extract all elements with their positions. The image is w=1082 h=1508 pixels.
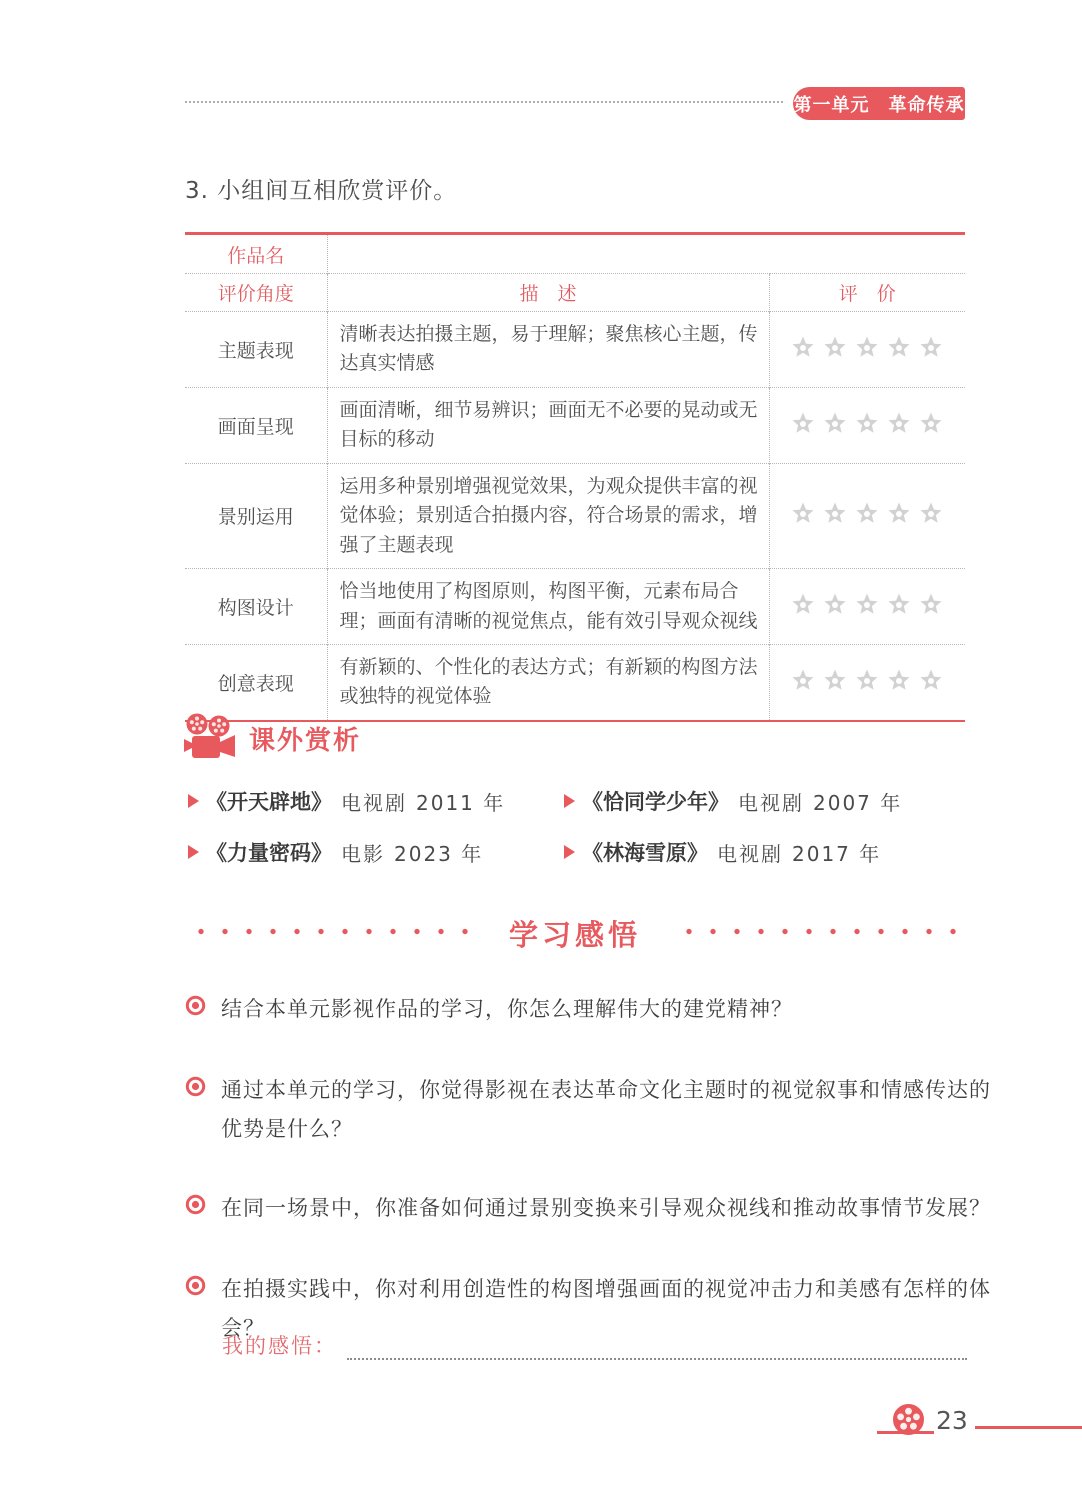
row-rating	[769, 387, 965, 463]
question-item	[185, 990, 1000, 1029]
reflection-title: 学习感悟	[508, 917, 641, 952]
star-icon	[919, 668, 943, 692]
film-type: 电视剧	[738, 790, 804, 815]
col-header-description: 描 述	[327, 274, 769, 312]
triangle-bullet-icon	[188, 845, 199, 859]
question-text: 结合本单元影视作品的学习，你怎么理解伟大的建党精神？	[221, 997, 793, 1021]
star-icon	[919, 501, 943, 525]
table-row	[185, 644, 965, 720]
row-angle: 构图设计	[185, 569, 327, 645]
star-rating	[791, 335, 943, 359]
row-description: 清晰表达拍摄主题，易于理解；聚焦核心主题，传达真实情感	[327, 312, 769, 388]
star-rating	[791, 592, 943, 616]
star-icon	[919, 592, 943, 616]
write-in-line[interactable]	[347, 1334, 967, 1360]
star-icon	[919, 335, 943, 359]
movie-camera-icon	[183, 712, 239, 764]
page-number: 23	[936, 1406, 968, 1435]
film-title: 《力量密码》	[206, 841, 332, 865]
star-icon	[887, 592, 911, 616]
work-name-label: 作品名	[227, 244, 285, 267]
film-title: 《恰同学少年》	[582, 790, 729, 814]
question-text: 在拍摄实践中，你对利用创造性的构图增强画面的视觉冲击力和美感有怎样的体会？	[221, 1277, 991, 1341]
film-type: 电视剧	[717, 841, 783, 866]
dot-decoration-right	[673, 915, 965, 951]
film-title: 《开天辟地》	[206, 790, 332, 814]
film-year: 2011 年	[416, 790, 506, 815]
star-icon	[791, 501, 815, 525]
row-rating	[769, 569, 965, 645]
star-icon	[791, 592, 815, 616]
star-icon	[887, 411, 911, 435]
row-description: 有新颖的、个性化的表达方式；有新颖的构图方法或独特的视觉体验	[327, 644, 769, 720]
my-note-label: 我的感悟：	[222, 1334, 337, 1358]
question-text: 在同一场景中，你准备如何通过景别变换来引导观众视线和推动故事情节发展？	[221, 1196, 991, 1221]
film-item	[188, 786, 564, 816]
star-icon	[791, 335, 815, 359]
film-year: 2017 年	[792, 841, 882, 866]
extracurricular-header	[183, 712, 361, 764]
table-row	[185, 569, 965, 645]
film-list	[188, 786, 968, 867]
film-year: 2007 年	[813, 790, 903, 815]
extracurricular-title: 课外赏析	[249, 725, 362, 756]
footer-rule-short	[877, 1431, 934, 1434]
table-row	[185, 387, 965, 463]
question-item	[185, 1071, 1000, 1149]
film-type: 电视剧	[341, 790, 407, 815]
row-rating	[769, 463, 965, 568]
row-angle: 创意表现	[185, 644, 327, 720]
row-angle: 景别运用	[185, 463, 327, 568]
star-icon	[919, 411, 943, 435]
star-icon	[855, 335, 879, 359]
star-rating	[791, 668, 943, 692]
table-row	[185, 463, 965, 568]
triangle-bullet-icon	[564, 794, 575, 808]
row-description: 画面清晰，细节易辨识；画面无不必要的晃动或无目标的移动	[327, 387, 769, 463]
star-rating	[791, 411, 943, 435]
film-title: 《林海雪原》	[582, 841, 708, 865]
table-row-work-name	[185, 234, 965, 274]
target-bullet-icon	[185, 995, 206, 1016]
star-icon	[855, 592, 879, 616]
star-rating	[791, 501, 943, 525]
col-header-rating: 评 价	[769, 274, 965, 312]
work-name-blank	[327, 234, 965, 274]
star-icon	[823, 335, 847, 359]
star-icon	[887, 335, 911, 359]
section-heading: 3. 小组间互相欣赏评价。	[185, 178, 458, 204]
triangle-bullet-icon	[188, 794, 199, 808]
reflection-banner	[185, 908, 965, 958]
triangle-bullet-icon	[564, 845, 575, 859]
my-note-row	[222, 1330, 967, 1360]
star-icon	[855, 501, 879, 525]
question-text: 通过本单元的学习，你觉得影视在表达革命文化主题时的视觉叙事和情感传达的优势是什么？	[221, 1078, 991, 1142]
star-icon	[823, 501, 847, 525]
row-description: 运用多种景别增强视觉效果，为观众提供丰富的视觉体验；景别适合拍摄内容，符合场景的需求，增强了主题表现	[327, 463, 769, 568]
row-description: 恰当地使用了构图原则，构图平衡，元素布局合理；画面有清晰的视觉焦点，能有效引导观众视线	[327, 569, 769, 645]
evaluation-table	[185, 232, 965, 722]
target-bullet-icon	[185, 1275, 206, 1296]
row-rating	[769, 312, 965, 388]
dot-decoration-left	[185, 915, 477, 951]
star-icon	[823, 592, 847, 616]
target-bullet-icon	[185, 1076, 206, 1097]
film-year: 2023 年	[394, 841, 484, 866]
star-icon	[791, 668, 815, 692]
star-icon	[791, 411, 815, 435]
star-icon	[823, 668, 847, 692]
star-icon	[887, 501, 911, 525]
star-icon	[855, 668, 879, 692]
header-dotted-rule	[185, 101, 783, 103]
star-icon	[823, 411, 847, 435]
table-row	[185, 312, 965, 388]
table-header-row	[185, 274, 965, 312]
question-item	[185, 1189, 1000, 1228]
row-angle: 主题表现	[185, 312, 327, 388]
unit-badge: 第一单元 革命传承	[793, 87, 965, 120]
target-bullet-icon	[185, 1194, 206, 1215]
film-item	[188, 837, 564, 867]
col-header-angle: 评价角度	[185, 274, 327, 312]
star-icon	[855, 411, 879, 435]
row-rating	[769, 644, 965, 720]
film-item	[564, 786, 968, 816]
star-icon	[887, 668, 911, 692]
film-item	[564, 837, 968, 867]
film-type: 电影	[341, 841, 385, 866]
footer-rule-long	[975, 1426, 1082, 1429]
row-angle: 画面呈现	[185, 387, 327, 463]
